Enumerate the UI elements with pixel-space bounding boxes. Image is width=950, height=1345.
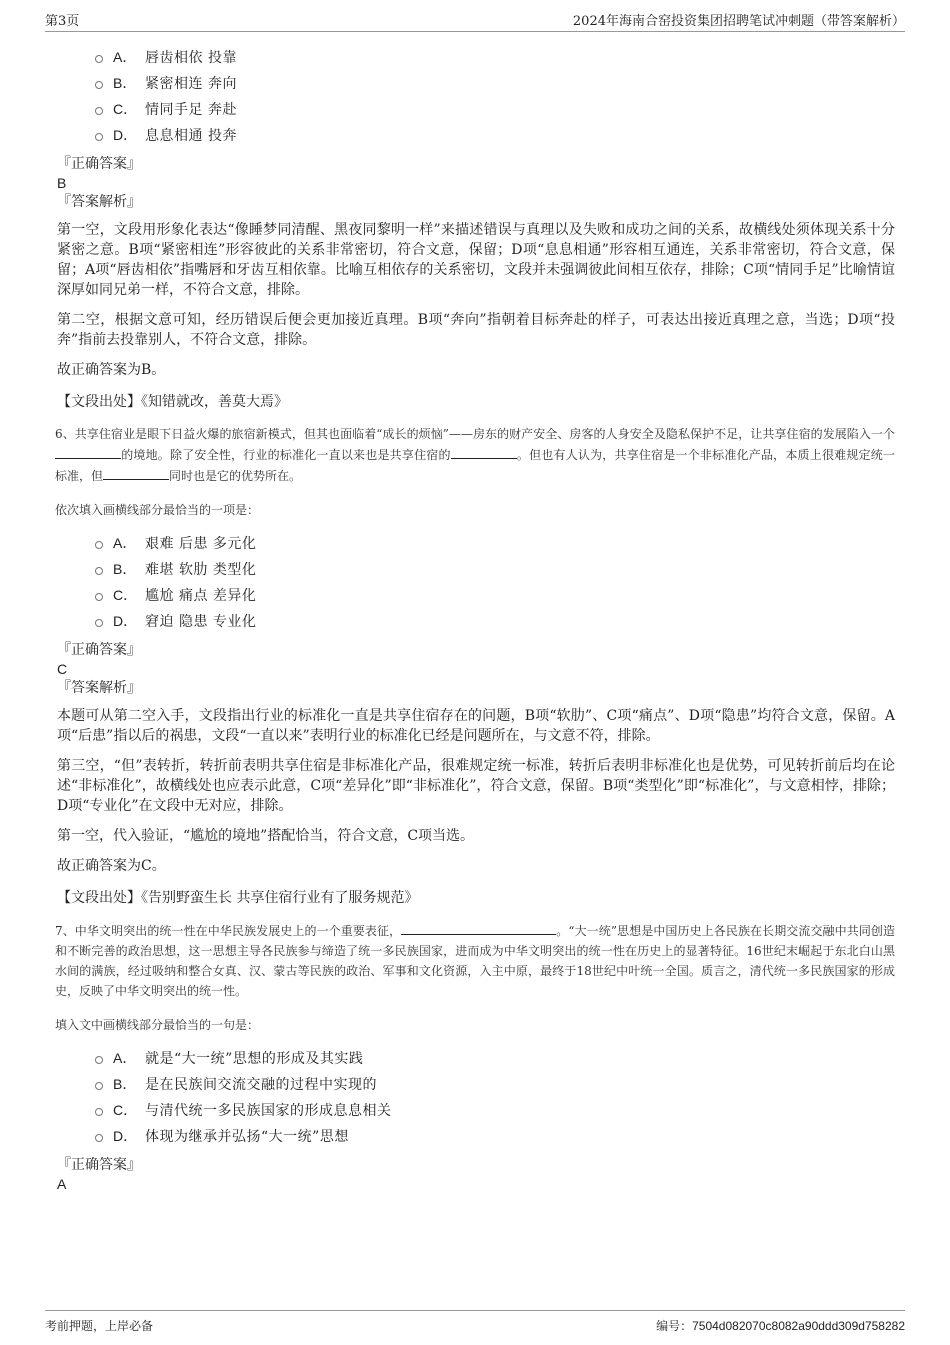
q5-analysis-para: 第一空，文段用形象化表达“像睡梦同清醒、黑夜同黎明一样”来描述错误与真理以及失败和成功之间的关系，故横线处须体现关系十分紧密之意。B项“紧密相连”形容彼此的关系非常密切，符合文意，保留；D项“息息相通”形容相互通连，关系非常密切，符合文意，保留；A项“唇齿相依”指嘴唇和牙齿互相依靠。比喻互相依存的关系密切，文段并未强调彼此间相互依存，排除；C项“情同手足”比喻情谊深厚如同兄弟一样，不符合文意，排除。 — [57, 222, 895, 298]
q5-analysis-para: 故正确答案为B。 — [57, 362, 166, 378]
q7-prompt: 填入文中画横线部分最恰当的一句是： — [55, 1018, 260, 1032]
q6-options — [55, 530, 895, 634]
blank-line — [55, 444, 121, 459]
radio-icon[interactable] — [95, 81, 103, 89]
document-code: 编号：7504d082070c8082a90ddd309d758282 — [656, 1318, 905, 1333]
radio-icon[interactable] — [95, 567, 103, 575]
page-number: 第3页 — [45, 14, 80, 29]
q6-answer-label: 『正确答案』 — [57, 642, 141, 658]
q6-option-b[interactable]: B． 难堪 软肋 类型化 — [95, 556, 895, 582]
q7-stem: 7、中华文明突出的统一性在中华民族发展史上的一个重要表征， 。“大一统”思想是中国历史上各民族在长期交流交融中共同创造和不断完善的政治思想，这一思想主导各民族参与缔造了统一多民族国家，进而成为中华文明突出的统一性在历史上的显著特征。16世纪末崛起于东北白山黑水间的满族，经过吸纳和整合女真、汉、蒙古等民族的政治、军事和文化资源，入主中原，最终于18世纪中叶统一全国。质言之，清代统一多民族国家的形成史，反映了中华文明突出的统一性。 — [55, 920, 895, 1001]
q6-analysis-para: 第一空，代入验证，“尴尬的境地”搭配恰当，符合文意，C项当选。 — [57, 828, 475, 844]
q7-option-a[interactable]: A． 就是“大一统”思想的形成及其实践 — [95, 1045, 895, 1071]
radio-icon[interactable] — [95, 541, 103, 549]
radio-icon[interactable] — [95, 1108, 103, 1116]
radio-icon[interactable] — [95, 1082, 103, 1090]
blank-line — [103, 465, 169, 480]
blank-line — [451, 444, 517, 459]
q5-answer: B — [57, 175, 67, 191]
q5-answer-label: 『正确答案』 — [57, 156, 141, 172]
q7-options — [55, 1045, 895, 1149]
radio-icon[interactable] — [95, 1056, 103, 1064]
q6-analysis-label: 『答案解析』 — [57, 680, 141, 696]
q7-answer: A — [57, 1176, 67, 1192]
q5-option-b[interactable]: B． 紧密相连 奔向 — [95, 70, 895, 96]
page-header — [45, 10, 905, 32]
q7-option-c[interactable]: C． 与清代统一多民族国家的形成息息相关 — [95, 1097, 895, 1123]
radio-icon[interactable] — [95, 133, 103, 141]
q6-analysis-para: 故正确答案为C。 — [57, 858, 166, 874]
content — [55, 40, 895, 1193]
q6-analysis-para: 本题可从第二空入手，文段指出行业的标准化一直是共享住宿存在的问题，B项“软肋”、C项“痛点”、D项“隐患”均符合文意，保留。A项“后患”指以后的祸患，文段“一直以来”表明行业的标准化已经是问题所在，与文意不符，排除。 — [57, 708, 895, 744]
q6-option-c[interactable]: C． 尴尬 痛点 差异化 — [95, 582, 895, 608]
radio-icon[interactable] — [95, 619, 103, 627]
q7-option-b[interactable]: B． 是在民族间交流交融的过程中实现的 — [95, 1071, 895, 1097]
document-title: 2024年海南合窑投资集团招聘笔试冲刺题（带答案解析） — [572, 14, 905, 29]
q5-option-c[interactable]: C． 情同手足 奔赴 — [95, 96, 895, 122]
q6-stem: 6、共享住宿业是眼下日益火爆的旅宿新模式，但其也面临着“成长的烦恼”——房东的财产安全、房客的人身安全及隐私保护不足，让共享住宿的发展陷入一个的境地。除了安全性，行业的标准化一直以来也是共享住宿的 。但也有人认为，共享住宿是一个非标准化产品，本质上很难规定统一标准，但 同时也是它的优势所在。 — [55, 427, 895, 483]
radio-icon[interactable] — [95, 55, 103, 63]
q5-analysis-label: 『答案解析』 — [57, 194, 141, 210]
q6-answer: C — [57, 661, 68, 677]
q5-analysis-para: 第二空，根据文意可知，经历错误后便会更加接近真理。B项“奔向”指朝着目标奔赴的样子，可表达出接近真理之意，当选；D项“投奔”指前去投靠别人，不符合文意，排除。 — [57, 312, 895, 348]
q6-option-a[interactable]: A． 艰难 后患 多元化 — [95, 530, 895, 556]
blank-line — [401, 920, 556, 935]
q7-answer-label: 『正确答案』 — [57, 1157, 141, 1173]
q7-option-d[interactable]: D． 体现为继承并弘扬“大一统”思想 — [95, 1123, 895, 1149]
q5-options — [55, 44, 895, 148]
q6-prompt: 依次填入画横线部分最恰当的一项是： — [55, 503, 260, 517]
footer-slogan: 考前押题，上岸必备 — [45, 1318, 154, 1333]
q6-option-d[interactable]: D． 窘迫 隐患 专业化 — [95, 608, 895, 634]
page-footer — [45, 1310, 905, 1339]
q5-option-d[interactable]: D． 息息相通 投奔 — [95, 122, 895, 148]
q5-source: 【文段出处】《知错就改，善莫大焉》 — [57, 394, 288, 410]
radio-icon[interactable] — [95, 107, 103, 115]
radio-icon[interactable] — [95, 1134, 103, 1142]
radio-icon[interactable] — [95, 593, 103, 601]
q6-source: 【文段出处】《告别野蛮生长 共享住宿行业有了服务规范》 — [57, 890, 419, 906]
q6-analysis-para: 第三空，“但”表转折，转折前表明共享住宿是非标准化产品，很难规定统一标准，转折后表明非标准化也是优势，可见转折前后均在论述“非标准化”，故横线处也应表示此意，C项“差异化”即“非标准化”，符合文意，保留。B项“类型化”即“标准化”，与文意相悖，排除；D项“专业化”在文段中无对应，排除。 — [57, 758, 895, 814]
q5-option-a[interactable]: A． 唇齿相依 投靠 — [95, 44, 895, 70]
